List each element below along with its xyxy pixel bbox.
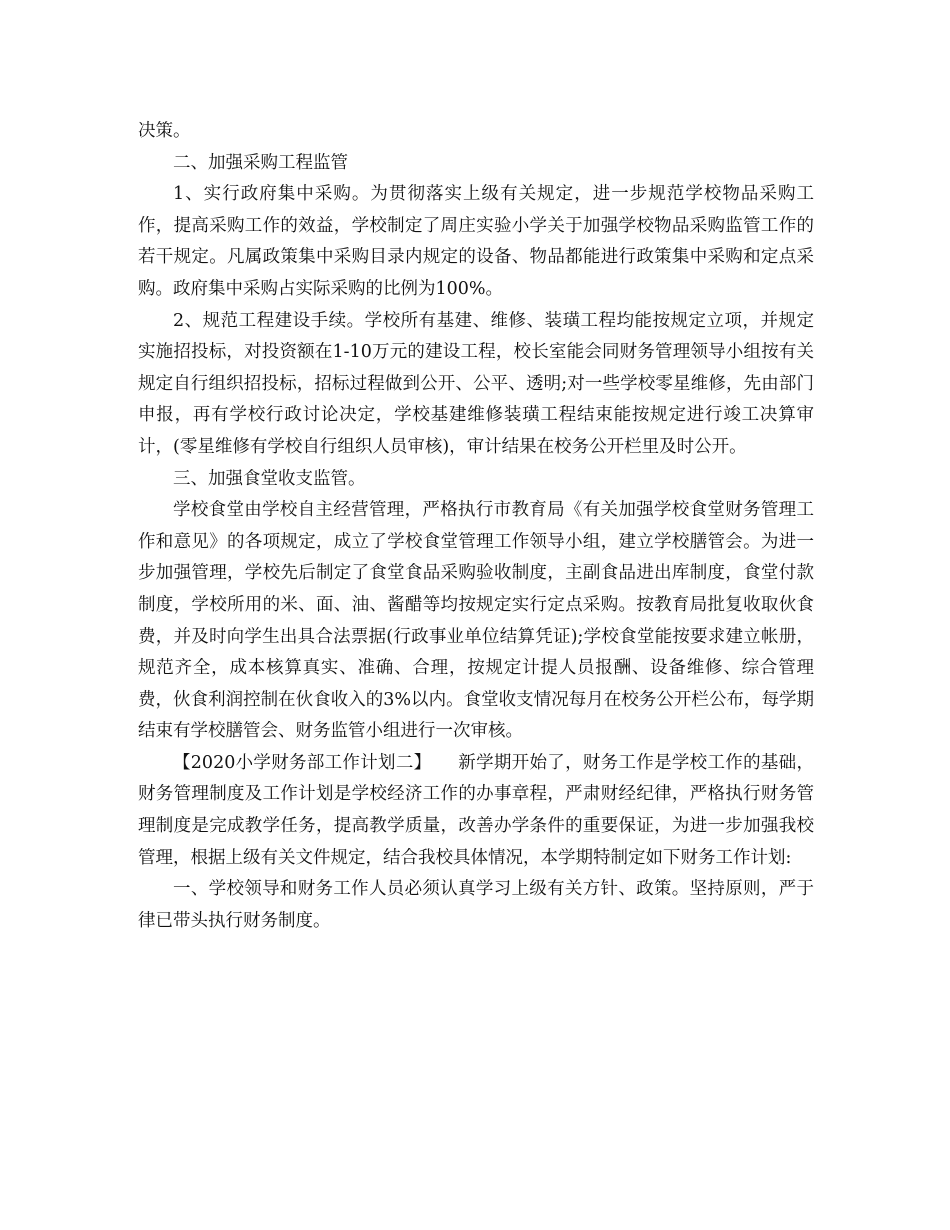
paragraph-plan-two-intro: 【2020小学财务部工作计划二】 新学期开始了，财务工作是学校工作的基础，财务管理制度及工作计划是学校经济工作的办事章程，严肃财经纪律，严格执行财务管理制度是完成教学任务，提高教学质量，改善办学条件的重要保证，为进一步加强我校管理，根据上级有关文件规定，结合我校具体情况，本学期特制定如下财务工作计划: — [138, 752, 814, 868]
document-body — [138, 116, 814, 937]
paragraph-leadership-study: 一、学校领导和财务工作人员必须认真学习上级有关方针、政策。坚持原则，严于律已带头执行财务制度。 — [138, 879, 814, 931]
paragraph-construction-procedures: 2、规范工程建设手续。学校所有基建、维修、装璜工程均能按规定立项，并规定实施招投标，对投资额在1-10万元的建设工程，校长室能会同财务管理领导小组按有关规定自行组织招投标，招标过程做到公开、公平、透明;对一些学校零星维修，先由部门申报，再有学校行政讨论决定，学校基建维修装璜工程结束能按规定进行竣工决算审计，(零星维修有学校自行组织人员审核)，审计结果在校务公开栏里及时公开。 — [138, 310, 814, 457]
section-heading-canteen: 三、加强食堂收支监管。 — [173, 468, 366, 489]
paragraph-continuation: 决策。 — [138, 121, 191, 141]
paragraph-centralized-procurement: 1、实行政府集中采购。为贯彻落实上级有关规定，进一步规范学校物品采购工作，提高采购工作的效益，学校制定了周庄实验小学关于加强学校物品采购监管工作的若干规定。凡属政策集中采购目录内规定的设备、物品都能进行政策集中采购和定点采购。政府集中采购占实际采购的比例为100%。 — [138, 184, 814, 299]
paragraph-canteen-management: 学校食堂由学校自主经营管理，严格执行市教育局《有关加强学校食堂财务管理工作和意见》的各项规定，成立了学校食堂管理工作领导小组，建立学校膳管会。为进一步加强管理，学校先后制定了食堂食品采购验收制度，主副食品进出库制度，食堂付款制度，学校所用的米、面、油、酱醋等均按规定实行定点采购。按教育局批复收取伙食费，并及时向学生出具合法票据(行政事业单位结算凭证);学校食堂能按要求建立帐册，规范齐全，成本核算真实、准确、合理，按规定计提人员报酬、设备维修、综合管理费，伙食利润控制在伙食收入的3%以内。食堂收支情况每月在校务公开栏公布，每学期结束有学校膳管会、财务监管小组进行一次审核。 — [138, 500, 814, 742]
section-heading-procurement: 二、加强采购工程监管 — [173, 152, 348, 173]
